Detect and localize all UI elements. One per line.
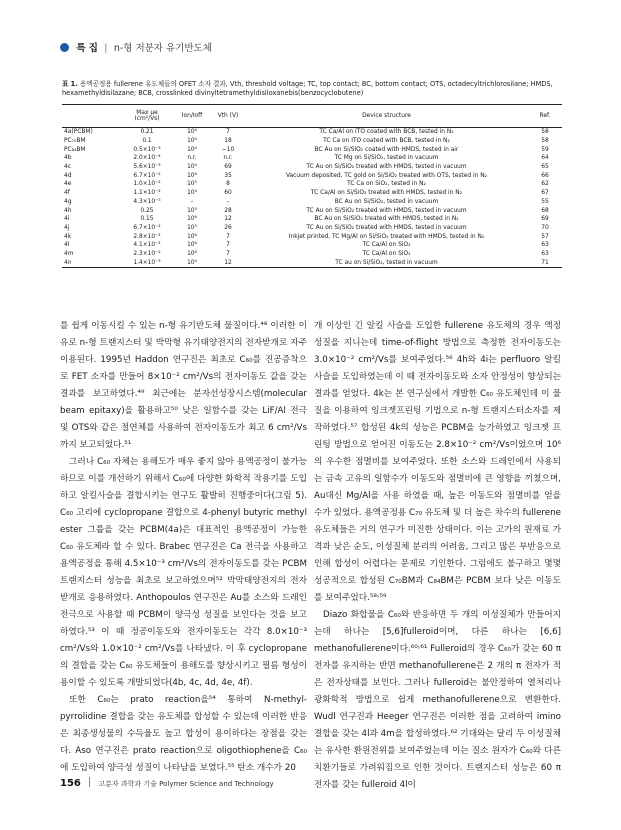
table-cell: TC Ca/Al on Si/SiO₂ treated with HMDS, tested in N₂ — [310, 190, 463, 197]
table-cell: 10⁶ — [187, 216, 197, 223]
body-paragraph: 를 쉽게 이동시킬 수 있는 n-형 유기반도체 물질이다.⁴⁸ 이러한 이유로 n-형 트랜지스터 및 박막형 유기태양전지의 전자받개로 자주 이용된다. 1995년 Haddon 연구진은 최초로 C₆₀를 진공증착으로 FET 소자를 만들어 8×10⁻² cm²/Vs의 전자이동도 값을 갖는 결과를 보고하였다.⁴⁹ 최근에는 분자선성장시스템(molecular beam epitaxy)을 활용하고⁵⁰ 낮은 일함수를 갖는 LiF/Al 전극 및 OTS와 같은 절연체를 사용하여 전자이동도가 최고 6 cm²/Vs까지 보고되었다.⁵¹ — [60, 321, 307, 450]
running-header — [60, 40, 212, 54]
table-row — [62, 215, 562, 224]
table-cell: 1.1×10⁻² — [133, 190, 161, 197]
table-cell: BC Au on Si/SiO₂ treated with HMDS, tested in N₂ — [314, 216, 459, 223]
table-cell: 10⁶ — [187, 172, 197, 179]
table-cell: 10⁴ — [187, 146, 197, 153]
table-cell: 4k — [64, 233, 72, 240]
table-cell: n.r. — [223, 155, 233, 162]
table-cell: 18 — [224, 138, 232, 145]
table-cell: 2.0×10⁻⁴ — [133, 155, 161, 162]
table-row — [62, 206, 562, 215]
table-cell: 64 — [541, 155, 549, 162]
table-row — [62, 224, 562, 233]
table-cell: 10⁴ — [187, 164, 197, 171]
table-cell: TC Ca/Al on SiO₂ — [362, 242, 411, 249]
table-cell: 2.8×10⁻² — [133, 233, 161, 240]
table-cell: TC Ca on ITO coated with BCB, tested in N₂ — [323, 138, 450, 145]
body-paragraph: Diazo 화합물을 C₆₀와 반응하면 두 개의 이성질체가 만들어지는데 하나는 [5,6]fulleroid이며, 다른 하나는 [6,6] methanofullerene이다.⁶⁰˒⁶¹ Fulleroid의 경우 C₆₀가 갖는 60 π 전자를 유지하는 반면 methanofullerene은 2 개의 π 전자가 적은 전자상태를 보인다. 그러나 fulleroid는 불안정하여 열처리나 광화학적 방법으로 쉽게 methanofullerene으로 변환한다. Wudl 연구진과 Heeger 연구진은 이러한 점을 고려하여 imino 결합을 갖는 4l과 4m을 합성하였다.⁶² 기대와는 달리 두 이성질체는 유사한 환원전위를 보여주었는데 이는 질소 원자가 C₆₀와 다른 치환기들로 가려워짐으로 인한 것이다. 트랜지스터 성능은 60 π 전자를 갖는 fulleroid 4l이 — [314, 610, 561, 790]
table-cell: 10⁵ — [187, 181, 197, 188]
table-caption-text: 용액공정용 fullerene 유도체들의 OFET 소자 결과, Vth, threshold voltage; TC, top contact; BC, bottom contact; OTS, octadecyltrichlorosilane; HMDS, hexamethyldisilazane; BCB, crosslinked divinyltetramethyldisiloxanebis(benzocyclobutene) — [62, 80, 553, 97]
table-cell: Inkjet printed, TC Mg/Al on Si/SiO₂ treated with HMDS, tested in N₂ — [288, 233, 485, 240]
table-caption-label: 표 1. — [62, 80, 78, 88]
section-subtitle: n-형 저분자 유기반도체 — [113, 43, 212, 54]
table-cell: 10⁴ — [187, 190, 197, 197]
table-cell: TC Au on Si/SiO₂ treated with HMDS, tested in vacuum — [306, 207, 467, 214]
table-header-cell: Vth (V) — [211, 105, 245, 128]
table-row — [62, 163, 562, 172]
table-cell: 10⁶ — [187, 233, 197, 240]
table-cell: 26 — [224, 224, 232, 231]
table-cell: 4d — [64, 172, 72, 179]
table-cell: 7 — [226, 250, 230, 257]
table-cell: 58 — [541, 129, 549, 136]
table-cell: 7 — [226, 129, 230, 136]
table-cell: 0.21 — [140, 129, 154, 136]
page-footer — [60, 777, 274, 789]
table-cell: TC Ca/Al on SiO₂ — [362, 250, 411, 257]
table-header-cell: Device structure — [245, 105, 528, 128]
body-column-right — [314, 318, 561, 794]
table-row — [62, 250, 562, 259]
table-header-cell — [62, 105, 121, 128]
table-cell: 10⁴ — [173, 258, 211, 267]
table-header-row — [62, 105, 562, 128]
table-cell: −10 — [221, 146, 235, 153]
table-cell: PC₈₄BM — [64, 146, 86, 153]
table-cell: 10⁴ — [187, 138, 197, 145]
table-cell: 0.15 — [140, 216, 154, 223]
table-row — [62, 128, 562, 137]
table-cell: 4f — [64, 190, 70, 197]
table-cell: 4e — [64, 181, 72, 188]
table-cell: 28 — [224, 207, 232, 214]
table-cell: 65 — [541, 164, 549, 171]
table-cell: 8 — [226, 181, 230, 188]
table-cell: 0.25 — [140, 207, 154, 214]
table-cell: 4j — [64, 224, 70, 231]
table-cell: 67 — [541, 190, 549, 197]
table-cell: 6.7×10⁻² — [133, 172, 161, 179]
table-cell: 63 — [541, 250, 549, 257]
table-row — [62, 137, 562, 146]
table-header-cell: Max μe (cm²/Vs) — [121, 105, 173, 128]
table-cell: PC₇₀BM — [64, 138, 86, 145]
table-cell: 10⁵ — [187, 207, 197, 214]
table-cell: 6.7×10⁻² — [133, 224, 161, 231]
table-cell: 59 — [541, 146, 549, 153]
table-cell: 4g — [64, 198, 72, 205]
table-row — [62, 145, 562, 154]
table-cell: 63 — [541, 242, 549, 249]
table-cell: 5.6×10⁻³ — [133, 164, 161, 171]
table-cell: 4l — [64, 242, 70, 249]
header-separator: | — [104, 43, 108, 54]
table-cell: 7 — [226, 233, 230, 240]
table-cell: 69 — [224, 164, 232, 171]
table-cell: 35 — [224, 172, 232, 179]
body-paragraph: 그러나 C₆₀ 자체는 용해도가 매우 좋지 않아 용액공정이 불가능하므로 이를 개선하기 위해서 C₆₀에 다양한 화학적 작용기를 도입하고 알킬사슬을 결합시키는 연구도 활발히 진행중이다(그림 5). C₆₀ 고리에 cyclopropane 결합으로 4-phenyl butyric methyl ester 그룹을 갖는 PCBM(4a)은 대표적인 용액공정이 가능한 C₆₀ 유도체라 할 수 있다. Brabec 연구진은 Ca 전극을 사용하고 용액공정을 통해 4.5×10⁻³ cm²/Vs의 전자이동도를 갖는 PCBM 트랜지스터 성능을 최초로 보고하였으며⁵² 박막태양전지의 전자받개로 응용하였다. Anthopoulos 연구진은 Au를 소스와 드레인 전극으로 사용할 때 PCBM이 양극성 성질을 보인다는 것을 보고하였다.⁵³ 이 때 정공이동도와 전자이동도는 각각 8.0×10⁻³ cm²/Vs와 1.0×10⁻² cm²/Vs를 나타냈다. 이 후 cyclopropane의 결합을 갖는 C₆₀ 유도체들이 용해도를 향상시키고 필름 형성이 용이할 수 있도록 개발되었다(4b, 4c, 4d, 4e, 4f). — [60, 457, 307, 688]
table-row — [62, 241, 562, 250]
table-cell: TC au on Si/SiO₂, tested in vacuum — [245, 258, 528, 267]
table-cell: TC Au on Si/SiO₂ treated with HMDS, tested in vacuum — [306, 224, 467, 231]
table-cell: 4h — [64, 207, 72, 214]
table-cell: 10⁵ — [187, 224, 197, 231]
table-row — [62, 258, 562, 267]
table-cell: 7 — [226, 242, 230, 249]
table-row — [62, 198, 562, 207]
table-cell: 57 — [541, 233, 549, 240]
table-cell: BC Au on Si/SiO₂, tested in vacuum — [334, 198, 439, 205]
table-row — [62, 171, 562, 180]
table-cell: 4b — [64, 155, 72, 162]
table-cell: 10⁶ — [187, 242, 197, 249]
section-bullet-icon — [60, 43, 69, 52]
table-row — [62, 154, 562, 163]
table-cell: 4.3×10⁻⁵ — [133, 198, 161, 205]
table-cell: TC Au on Si/SiO₂ treated with HMDS, tested in vacuum — [306, 164, 467, 171]
table-cell: 10⁶ — [187, 250, 197, 257]
table-cell: BC Au on Si/SiO₂ coated with HMDS, tested in air — [314, 146, 459, 153]
table-cell: 2.3×10⁻² — [133, 250, 161, 257]
body-paragraph: 개 이상인 긴 알킬 사슬을 도입한 fullerene 유도체의 경우 액정 성질을 지니는데 time-of-flight 방법으로 측정한 전자이동도는 3.0×10⁻² cm²/Vs를 보여주었다.⁵⁶ 4h와 4i는 perfluoro 알킬 사슬을 도입하였는데 이 때 전자이동도와 소자 안정성이 향상되는 결과를 얻었다. 4k는 본 연구실에서 개발한 C₆₀ 유도체인데 이 물질을 이용하여 잉크젯프린팅 기법으로 n-형 트랜지스터소자를 제작하였다.⁵⁷ 합성된 4k의 성능은 PCBM을 능가하였고 잉크젯 프린팅 방법으로 얻어진 이동도는 2.8×10⁻² cm²/Vs이었으며 10⁶의 우수한 점멸비를 보여주었다. 또한 소스와 드레인에서 사용되는 금속 고유의 일함수가 이동도와 점멸비에 큰 영향을 끼쳤으며, Au대신 Mg/Al을 사용 하였을 때, 높은 이동도와 점멸비를 얻을 수가 있었다. 용액공정용 C₇₀ 유도체 및 더 높은 차수의 fullerene 유도체들은 거의 연구가 미진한 상태이다. 이는 고가의 원재료 가격과 낮은 순도, 이성질체 분리의 어려움, 그리고 많은 부반응으로 인해 합성이 어렵다는 문제로 기인한다. 그럼에도 불구하고 몇몇 성공적으로 합성된 C₇₀BM과 C₈₄BM은 PCBM 보다 낮은 이동도를 보여주었다.⁵⁸˒⁵⁹ — [314, 321, 561, 603]
table-header-cell: Ref. — [528, 105, 562, 128]
table-cell: n.r. — [187, 155, 197, 162]
table-cell: 71 — [528, 258, 562, 267]
table-cell: 4n — [62, 258, 121, 267]
table-cell: 1.0×10⁻² — [133, 181, 161, 188]
table-cell: 4m — [64, 250, 74, 257]
table-cell: 69 — [541, 216, 549, 223]
table-cell: – — [226, 198, 230, 205]
page-number: 156 — [60, 778, 81, 789]
table-cell: 12 — [211, 258, 245, 267]
journal-name: 고분자 과학과 기술 Polymer Science and Technology — [98, 780, 274, 788]
table-cell: 4i — [64, 216, 70, 223]
table-cell: – — [190, 198, 194, 205]
footer-divider — [89, 777, 90, 787]
table-row — [62, 180, 562, 189]
table-cell: 62 — [541, 181, 549, 188]
table-row — [62, 189, 562, 198]
table-caption — [62, 80, 562, 97]
body-column-left — [60, 318, 307, 777]
results-table — [62, 104, 562, 268]
table-cell: 60 — [224, 190, 232, 197]
table-cell: 12 — [224, 216, 232, 223]
table-cell: TC Mg on Si/SiO₂, tested in vacuum — [334, 155, 439, 162]
table-cell: 58 — [541, 138, 549, 145]
table-cell: 0.5×10⁻³ — [133, 146, 161, 153]
body-paragraph: 또한 C₆₀는 prato reaction을⁵⁴ 통하여 N-methyl-pyrrolidine 결합을 갖는 유도체를 합성할 수 있는데 이러한 반응은 최종생성물의 수득율도 높고 합성이 용이하다는 장점을 갖는다. Aso 연구진은 prato reaction으로 oligothiophene을 C₆₀에 도입하여 양극성 성질이 나타남을 보였다.⁵⁵ 탄소 개수가 20 — [60, 695, 307, 773]
table-cell: 1.4×10⁻³ — [121, 258, 173, 267]
table-cell: 4a(PCBM) — [64, 129, 93, 136]
table-cell: TC Ca on SiO₂, tested in N₂ — [347, 181, 426, 188]
table-cell: 10⁴ — [187, 129, 197, 136]
table-cell: 70 — [541, 224, 549, 231]
table-cell: 4.1×10⁻² — [133, 242, 161, 249]
table-row — [62, 232, 562, 241]
table-cell: 66 — [541, 172, 549, 179]
table-cell: Vacuum deposited, TC gold on Si/SiO₂ treated with OTS, tested in N₂ — [285, 172, 487, 179]
table-cell: 68 — [541, 207, 549, 214]
table-cell: TC Ca/Al on ITO coated with BCB, tested in N₂ — [319, 129, 454, 136]
table-cell: 0.1 — [142, 138, 152, 145]
table-cell: 55 — [541, 198, 549, 205]
section-label: 특 집 — [76, 43, 98, 54]
table-header-cell: Ion/Ioff — [173, 105, 211, 128]
table-cell: 4c — [64, 164, 71, 171]
